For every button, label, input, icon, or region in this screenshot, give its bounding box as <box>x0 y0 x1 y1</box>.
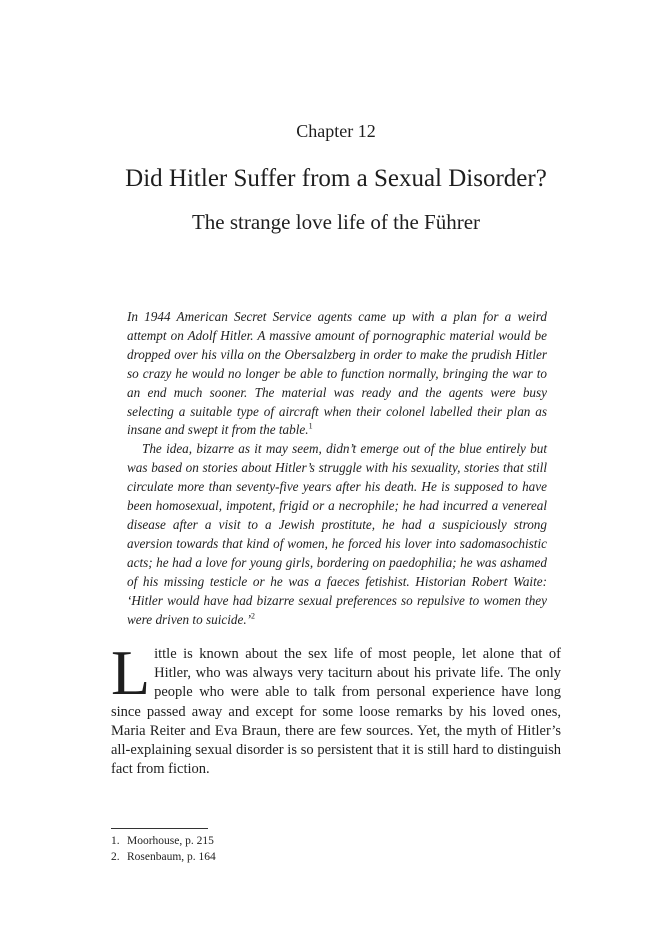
epigraph-paragraph-text: In 1944 American Secret Service agents came up with a plan for a weird attempt on Adolf Hitler. A massive amount of pornographic material would be dropped over his villa on the Obersalzberg in order to make the prudish Hitler so crazy he would no longer be able to function normally, bringing the war to an end much sooner. The material was ready and the agents were busy selecting a suitable type of aircraft when their colonel labelled their plan as insane and swept it from the table. <box>127 309 547 438</box>
epigraph-paragraph <box>127 308 547 440</box>
footnote-text: Rosenbaum, p. 164 <box>127 851 216 863</box>
footnote-divider <box>111 828 208 829</box>
chapter-subtitle: The strange love life of the Führer <box>191 210 481 234</box>
chapter-number: Chapter 12 <box>296 121 376 141</box>
epigraph-paragraph <box>127 440 547 629</box>
footnote <box>111 849 411 865</box>
footnote <box>111 833 411 849</box>
footnote-number: 2. <box>111 851 120 863</box>
chapter-title: Did Hitler Suffer from a Sexual Disorder? <box>125 165 547 192</box>
footnote-number: 1. <box>111 835 120 847</box>
footnote-reference: 1 <box>308 422 313 432</box>
body-text <box>111 637 561 779</box>
footnotes <box>111 833 411 865</box>
body-paragraph <box>111 637 561 779</box>
epigraph-paragraph-text: The idea, bizarre as it may seem, didn’t emerge out of the blue entirely but was based on stories about Hitler’s struggle with his sexuality, stories that still circulate more than seventy-five years after his death. He is supposed to have been homosexual, impotent, frigid or a necrophile; he had incurred a venereal disease after a visit to a Jewish prostitute, he had a suspiciously strong aversion towards that kind of women, he forced his lover into sadomasochistic acts; he had a love for young girls, bordering on paedophilia; he was ashamed of his missing testicle or he was a faeces fetishist. Historian Robert Waite: ‘Hitler would have had bizarre sexual preferences so repulsive to women they were driven to suicide.’ <box>127 441 547 627</box>
drop-cap: L <box>111 637 151 708</box>
footnote-reference: 2 <box>251 611 256 621</box>
footnote-text: Moorhouse, p. 215 <box>127 835 214 847</box>
body-paragraph-text: ittle is known about the sex life of most people, let alone that of Hitler, who was always very taciturn about his private life. The only people who were able to talk from personal experience have long since passed away and except for some loose remarks by his loved ones, Maria Reiter and Eva Braun, there are few sources. Yet, the myth of Hitler’s all-explaining sexual disorder is so persistent that it is still hard to distinguish fact from fiction. <box>111 646 561 778</box>
epigraph <box>127 308 547 629</box>
